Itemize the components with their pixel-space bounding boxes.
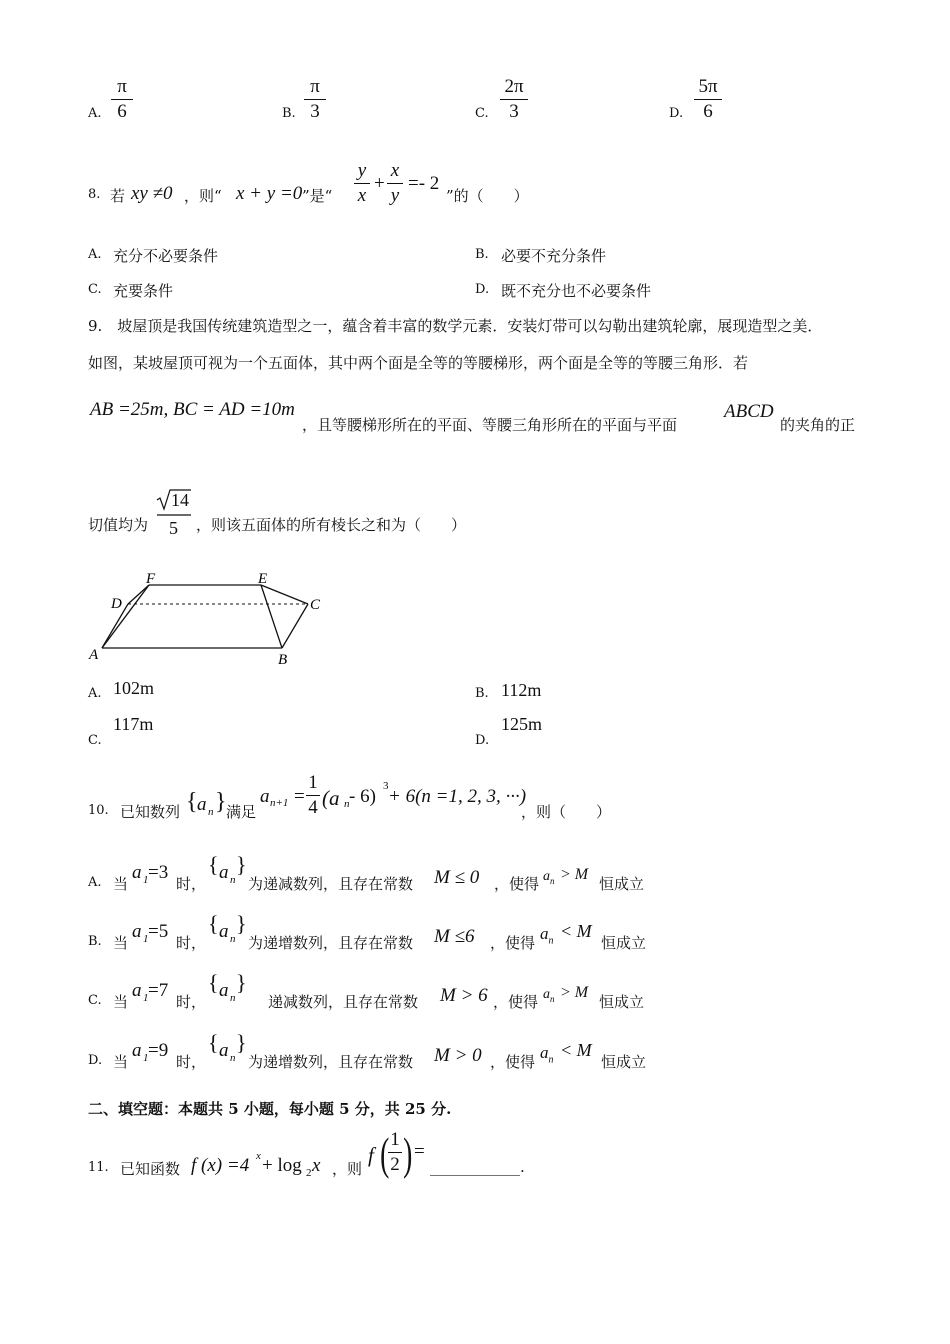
q9-option-c-letter: C.	[88, 733, 102, 748]
q8-option-b-text: 必要不充分条件	[501, 247, 607, 265]
q8-option-c-letter: C.	[88, 282, 102, 297]
q10-option-d-value: =9	[148, 1040, 169, 1061]
q10-option-c-desc: 递减数列，且存在常数	[268, 993, 419, 1011]
q10-option-d-shi: 时，	[176, 1053, 207, 1071]
q11-number: 11.	[88, 1160, 109, 1175]
q10-option-c-m-condition: M > 6	[440, 985, 488, 1006]
label-c: C	[310, 597, 321, 613]
q10-option-b-end: 恒成立	[601, 934, 647, 952]
q10-option-c-a1-sub: 1	[143, 992, 149, 1004]
q10-option-b-value: =5	[148, 921, 169, 942]
q10-option-a-seq-sub: n	[230, 874, 236, 886]
q8-option-d-letter: D.	[475, 282, 490, 297]
q9-option-b-letter: B.	[475, 686, 489, 701]
q11-then: ，则	[332, 1160, 363, 1178]
q10-lhs-sub: n+1	[270, 797, 289, 809]
q10-rhs-sup: 3	[383, 780, 389, 792]
brace-open-icon: {	[208, 911, 219, 936]
q9-option-c-text: 117m	[113, 714, 154, 734]
q9-sqrt-denominator: 5	[169, 518, 178, 538]
q10-option-d-inequality: < M	[560, 1040, 592, 1060]
q10-option-b-seq-sub: n	[230, 933, 236, 945]
q10-option-c-an: $a_n$	[543, 987, 555, 1004]
q7-option-d-letter: D.	[669, 106, 684, 121]
q10-option-a-when: 当	[113, 875, 129, 893]
q10-rhs-a: (a	[322, 786, 340, 810]
q9-plane-abcd: ABCD	[724, 401, 774, 422]
q8-if: 若	[110, 187, 126, 205]
brace-close-icon: }	[236, 970, 247, 995]
q7-option-b-letter: B.	[282, 106, 296, 121]
q8-option-b-letter: B.	[475, 247, 489, 262]
q10-option-a-desc: 为递减数列，且存在常数	[248, 875, 414, 893]
q10-pre: 已知数列	[120, 803, 181, 821]
q10-option-a-shi: 时，	[176, 875, 207, 893]
q10-option-d-a1: a	[132, 1040, 142, 1061]
q8-condition: xy ≠0	[131, 183, 173, 204]
q9-sqrt-fraction	[156, 488, 192, 542]
q10-option-d-end: 恒成立	[601, 1053, 647, 1071]
q8-equals: =- 2	[408, 173, 440, 194]
q10-option-b-desc: 为递增数列，且存在常数	[248, 934, 414, 952]
q10-seq-sub: n	[208, 806, 214, 818]
q10-option-b-a1-sub: 1	[143, 933, 149, 945]
label-b: B	[278, 652, 288, 668]
q8-fraction-x-over-y: x y	[387, 160, 403, 207]
q7-option-c-letter: C.	[475, 106, 489, 121]
brace-close-icon: }	[236, 852, 247, 877]
q10-option-b-inequality: < M	[560, 921, 592, 941]
q9-option-a-text: 102m	[113, 678, 155, 698]
q10-rhs-sub: n	[344, 798, 350, 810]
q10-rhs-tail: + 6(n =1, 2, 3, ···)	[388, 786, 527, 807]
q10-tail: ，则（ ）	[521, 803, 612, 821]
q10-option-b-use: ，使得	[490, 934, 536, 952]
q8-fraction-y-over-x: y x	[354, 160, 370, 207]
q10-option-d-seq-sub: n	[230, 1052, 236, 1064]
q10-option-a-a1: a	[132, 862, 142, 883]
q10-option-d-m-condition: M > 0	[434, 1045, 482, 1066]
brace-open-icon: {	[208, 1030, 219, 1055]
q10-option-c-when: 当	[113, 993, 129, 1011]
q10-option-d-desc: 为递增数列，且存在常数	[248, 1053, 414, 1071]
q9-line-2: 如图，某坡屋顶可视为一个五面体，其中两个面是全等的等腰梯形，两个面是全等的等腰三角形．若	[88, 354, 749, 372]
q10-option-d-letter: D.	[88, 1053, 103, 1068]
q9-line-3-end: 的夹角的正	[780, 416, 856, 434]
q10-option-d-an: $a_n$	[540, 1043, 554, 1066]
q10-option-b-shi: 时，	[176, 934, 207, 952]
q10-option-b-seq: a	[219, 921, 229, 942]
q7-option-a-fraction: π 6	[111, 76, 133, 123]
q9-option-b-text: 112m	[501, 680, 542, 700]
q7-option-b-fraction: π 3	[304, 76, 326, 123]
q8-option-a-text: 充分不必要条件	[113, 247, 219, 265]
q10-option-a-seq: a	[219, 862, 229, 883]
q10-option-d-use: ，使得	[490, 1053, 536, 1071]
q9-option-d-letter: D.	[475, 733, 490, 748]
edge-df	[128, 585, 149, 604]
q10-option-d-when: 当	[113, 1053, 129, 1071]
q10-option-a-inequality: > M	[560, 866, 589, 883]
q10-option-a-use: ，使得	[494, 875, 540, 893]
q8-statement-1: x + y =0	[236, 183, 303, 204]
q11-fraction-half: 1 2	[388, 1129, 402, 1176]
q11-f: f	[368, 1143, 374, 1167]
edge-af	[102, 585, 149, 648]
q10-mid: 满足	[226, 803, 257, 821]
q11-answer-blank[interactable]: ____________.	[430, 1158, 525, 1176]
edge-be	[261, 585, 282, 648]
q10-number: 10.	[88, 803, 109, 818]
brace-close-icon: }	[236, 911, 247, 936]
q7-option-c-fraction: 2π 3	[500, 76, 528, 123]
q10-option-d-seq: a	[219, 1040, 229, 1061]
label-e: E	[258, 571, 268, 587]
brace-close-icon: }	[236, 1030, 247, 1055]
q7-option-a-letter: A.	[88, 106, 102, 121]
edge-bc	[282, 604, 308, 648]
q9-option-a-letter: A.	[88, 686, 102, 701]
q10-fraction-quarter: 1 4	[306, 772, 320, 819]
q10-option-a-a1-sub: 1	[143, 874, 149, 886]
q11-log-base: 2	[306, 1167, 312, 1179]
q10-option-c-shi: 时，	[176, 993, 207, 1011]
q10-option-c-value: =7	[148, 980, 169, 1001]
q10-option-c-end: 恒成立	[599, 993, 645, 1011]
label-f: F	[146, 571, 156, 587]
q9-formula: AB =25m, BC = AD =10m	[90, 399, 295, 420]
q10-option-c-letter: C.	[88, 993, 102, 1008]
q10-equals: =	[294, 786, 305, 807]
q11-function: f (x) =4	[191, 1155, 250, 1176]
q10-lhs-a: a	[260, 786, 270, 807]
brace-open-icon: {	[186, 789, 198, 815]
q8-is: ”是“	[302, 187, 333, 205]
section-2-heading: 二、填空题：本题共 5 小题，每小题 5 分，共 25 分.	[88, 1100, 452, 1118]
q8-number: 8.	[88, 187, 101, 202]
q10-option-a-end: 恒成立	[599, 875, 645, 893]
q11-x: x	[312, 1155, 321, 1176]
brace-close-icon: }	[215, 789, 227, 815]
q10-option-a-m-condition: M ≤ 0	[434, 867, 480, 888]
paren-open-icon: (	[380, 1128, 390, 1179]
q11-equals: =	[414, 1141, 425, 1162]
q9-roof-figure	[82, 566, 342, 670]
q10-option-b-letter: B.	[88, 934, 102, 949]
q11-plus-log: + log	[262, 1155, 302, 1176]
label-d: D	[111, 596, 122, 612]
q8-option-d-text: 既不充分也不必要条件	[501, 282, 652, 300]
q8-option-c-text: 充要条件	[113, 282, 174, 300]
q11-pre: 已知函数	[120, 1160, 181, 1178]
q10-option-b-a1: a	[132, 921, 142, 942]
q9-line-4-end: ，则该五面体的所有棱长之和为（ ）	[196, 516, 467, 534]
q11-exponent: x	[256, 1150, 261, 1162]
q10-option-c-seq: a	[219, 980, 229, 1001]
q10-option-b-when: 当	[113, 934, 129, 952]
q10-option-c-a1: a	[132, 980, 142, 1001]
q10-option-c-seq-sub: n	[230, 992, 236, 1004]
q8-option-a-letter: A.	[88, 247, 102, 262]
q10-option-a-an: $a_n$	[543, 869, 555, 886]
paren-close-icon: )	[403, 1128, 413, 1179]
q10-option-b-m-condition: M ≤6	[434, 926, 475, 947]
q9-sqrt-radicand: 14	[171, 490, 189, 510]
q9-option-d-text: 125m	[501, 714, 543, 734]
q10-option-a-value: =3	[148, 862, 169, 883]
q8-plus: +	[374, 173, 385, 194]
brace-open-icon: {	[208, 852, 219, 877]
q10-option-a-letter: A.	[88, 875, 102, 890]
edge-ce	[261, 585, 308, 604]
q10-seq-a: a	[197, 794, 207, 815]
q10-option-c-use: ，使得	[493, 993, 539, 1011]
q10-option-d-a1-sub: 1	[143, 1052, 149, 1064]
q9-line-3: ，且等腰梯形所在的平面、等腰三角形所在的平面与平面	[302, 416, 678, 434]
q7-option-d-fraction: 5π 6	[694, 76, 722, 123]
q10-option-b-an: $a_n$	[540, 924, 554, 947]
q10-option-c-inequality: > M	[560, 984, 589, 1001]
label-a: A	[89, 647, 99, 663]
q10-rhs-minus-6: - 6)	[349, 786, 376, 807]
q9-line-1: 9. 坡屋顶是我国传统建筑造型之一，蕴含着丰富的数学元素．安装灯带可以勾勒出建筑轮廓，展现造型之美．	[88, 317, 823, 335]
brace-open-icon: {	[208, 970, 219, 995]
q8-then: ，则“	[184, 187, 222, 205]
q8-tail: ”的（ ）	[446, 187, 529, 205]
q9-line-4-start: 切值均为	[88, 516, 149, 534]
